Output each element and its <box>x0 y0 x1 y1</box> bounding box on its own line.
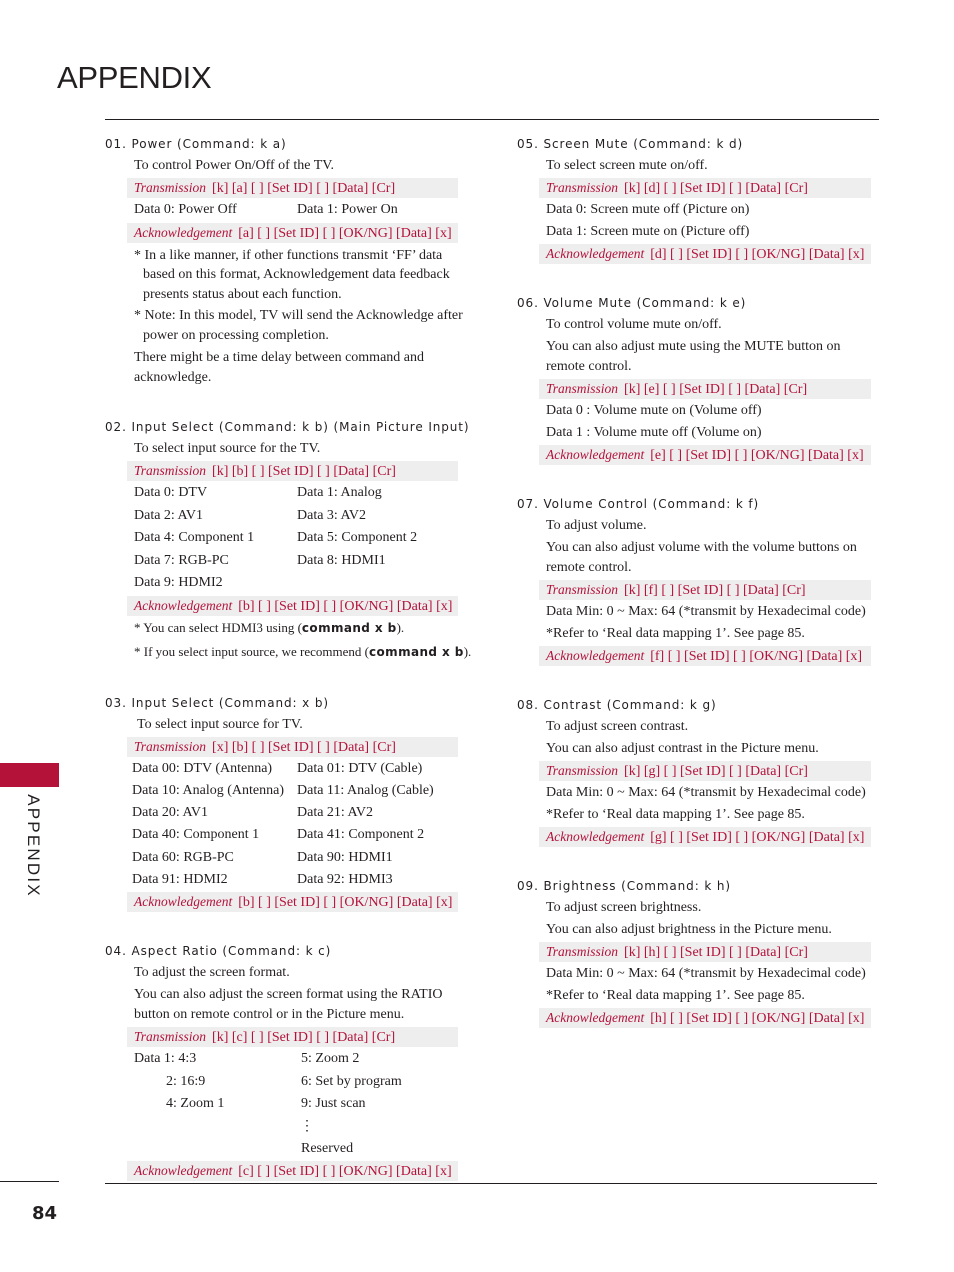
data-value: Data 20: AV1 <box>132 805 208 821</box>
section-description: You can also adjust mute using the MUTE button on remote control. <box>546 339 841 374</box>
section-input-select-kb <box>105 416 472 665</box>
transmission-format: [x] [b] [ ] [Set ID] [ ] [Data] [Cr] <box>212 739 396 755</box>
acknowledgement-label: Acknowledgement <box>546 246 645 261</box>
transmission-row <box>127 737 458 757</box>
section-intro: To adjust volume. <box>546 518 647 533</box>
acknowledgement-label: Acknowledgement <box>134 224 233 240</box>
data-value: Data 10: Analog (Antenna) <box>132 782 285 798</box>
transmission-label: Transmission <box>134 463 207 478</box>
page-number: 84 <box>32 1203 58 1224</box>
data-value: Data 00: DTV (Antenna) <box>132 760 273 776</box>
data-value: Reserved <box>301 1140 354 1156</box>
data-value: Data 1: Power On <box>297 202 398 217</box>
page-title: APPENDIX <box>57 60 212 95</box>
data-value: Data 01: DTV (Cable) <box>297 760 423 776</box>
acknowledgement-label: Acknowledgement <box>134 597 233 613</box>
section-volume-control <box>517 493 877 666</box>
section-screen-mute <box>517 133 877 264</box>
data-value: Data 7: RGB-PC <box>134 552 229 568</box>
data-value: Data 8: HDMI1 <box>297 552 386 568</box>
bottom-divider <box>105 1183 877 1184</box>
transmission-label: Transmission <box>546 180 619 195</box>
transmission-row <box>539 942 871 962</box>
acknowledgement-format: [e] [ ] [Set ID] [ ] [OK/NG] [Data] [x] <box>650 448 864 463</box>
data-values <box>105 482 465 595</box>
section-description: You can also adjust contrast in the Picture menu. <box>546 741 819 756</box>
data-note: *Refer to ‘Real data mapping 1’. See page 85. <box>546 988 805 1003</box>
transmission-label: Transmission <box>546 763 619 778</box>
left-bottom-divider <box>0 1181 59 1182</box>
note-text: ). <box>396 619 405 635</box>
transmission-label: Transmission <box>134 738 207 754</box>
acknowledgement-row <box>539 827 871 847</box>
section-heading: 01. Power (Command: k a) <box>105 137 287 151</box>
section-intro: To select screen mute on/off. <box>546 158 708 173</box>
transmission-row <box>127 1027 458 1047</box>
transmission-label: Transmission <box>546 944 619 959</box>
section-description: You can also adjust volume with the volume buttons on remote control. <box>546 540 857 575</box>
data-value: Data 2: AV1 <box>134 507 203 523</box>
note <box>105 641 472 665</box>
data-value: Data 3: AV2 <box>297 507 366 523</box>
data-value: Data 91: HDMI2 <box>132 871 228 887</box>
transmission-format: [k] [d] [ ] [Set ID] [ ] [Data] [Cr] <box>624 181 808 196</box>
section-intro: To select input source for TV. <box>137 716 303 732</box>
data-value: Data 0: DTV <box>134 485 208 500</box>
section-contrast <box>517 694 877 847</box>
ellipsis-marker: ⋮ <box>300 1118 314 1134</box>
acknowledgement-format: [b] [ ] [Set ID] [ ] [OK/NG] [Data] [x] <box>238 598 453 614</box>
note: * In a like manner, if other functions transmit ‘FF’ data based on this format, Acknowledgement data feedback presents status about each function. <box>134 247 450 302</box>
section-power <box>105 133 465 389</box>
note-command: command x b <box>301 620 397 635</box>
data-value: 2: 16:9 <box>166 1073 206 1089</box>
data-value: Data 1: 4:3 <box>134 1051 197 1067</box>
transmission-row <box>539 379 871 399</box>
section-heading: 03. Input Select (Command: x b) <box>105 695 329 710</box>
section-intro: To control volume mute on/off. <box>546 317 722 332</box>
note-text: * You can select HDMI3 using ( <box>134 619 302 635</box>
data-value: Data Min: 0 ~ Max: 64 (*transmit by Hexadecimal code) <box>546 966 866 981</box>
side-section-label: APPENDIX <box>24 794 43 898</box>
data-value: 9: Just scan <box>301 1096 366 1112</box>
data-value: Data 1: Screen mute on (Picture off) <box>546 224 750 239</box>
section-input-select-xb <box>105 692 465 913</box>
data-value: 5: Zoom 2 <box>301 1051 360 1067</box>
data-values <box>105 758 465 892</box>
transmission-label: Transmission <box>546 381 619 396</box>
transmission-format: [k] [e] [ ] [Set ID] [ ] [Data] [Cr] <box>624 382 808 397</box>
transmission-row <box>539 178 871 198</box>
acknowledgement-label: Acknowledgement <box>134 1162 233 1178</box>
right-column <box>517 130 877 1029</box>
acknowledgement-row <box>539 646 871 666</box>
section-heading: 08. Contrast (Command: k g) <box>517 698 717 712</box>
note: * Note: In this model, TV will send the Acknowledge after power on processing completion. <box>134 308 463 343</box>
acknowledgement-label: Acknowledgement <box>134 894 233 910</box>
section-volume-mute <box>517 292 877 465</box>
top-divider <box>105 119 879 120</box>
section-aspect-ratio <box>105 940 465 1181</box>
left-column <box>105 130 472 1182</box>
transmission-format: [k] [b] [ ] [Set ID] [ ] [Data] [Cr] <box>212 464 396 479</box>
data-values <box>105 1048 465 1116</box>
acknowledgement-row <box>539 445 871 465</box>
section-heading: 05. Screen Mute (Command: k d) <box>517 137 744 151</box>
section-description: You can also adjust brightness in the Picture menu. <box>546 922 832 937</box>
section-intro: To control Power On/Off of the TV. <box>134 158 335 173</box>
section-heading: 04. Aspect Ratio (Command: k c) <box>105 944 332 959</box>
section-intro: To adjust screen contrast. <box>546 719 689 734</box>
section-heading: 06. Volume Mute (Command: k e) <box>517 296 747 310</box>
data-value: 6: Set by program <box>301 1073 402 1089</box>
section-intro: To adjust screen brightness. <box>546 900 702 915</box>
note: There might be a time delay between command and acknowledge. <box>134 350 425 385</box>
section-heading: 07. Volume Control (Command: k f) <box>517 497 760 511</box>
data-value: Data 41: Component 2 <box>297 827 425 843</box>
acknowledgement-format: [d] [ ] [Set ID] [ ] [OK/NG] [Data] [x] <box>650 247 865 262</box>
acknowledgement-format: [b] [ ] [Set ID] [ ] [OK/NG] [Data] [x] <box>238 895 453 911</box>
section-heading: 09. Brightness (Command: k h) <box>517 879 731 893</box>
data-value: Data 0 : Volume mute on (Volume off) <box>546 403 762 418</box>
acknowledgement-format: [f] [ ] [Set ID] [ ] [OK/NG] [Data] [x] <box>650 649 863 664</box>
data-value-empty <box>297 572 497 595</box>
data-value: Data 1: Analog <box>297 485 382 500</box>
transmission-format: [k] [a] [ ] [Set ID] [ ] [Data] [Cr] <box>212 181 396 196</box>
acknowledgement-row <box>539 244 871 264</box>
data-value: Data 11: Analog (Cable) <box>297 782 434 798</box>
data-value: Data Min: 0 ~ Max: 64 (*transmit by Hexadecimal code) <box>546 604 866 619</box>
data-value: Data 90: HDMI1 <box>297 849 393 865</box>
side-tab-marker <box>0 763 59 787</box>
transmission-format: [k] [h] [ ] [Set ID] [ ] [Data] [Cr] <box>624 945 808 960</box>
data-value: Data 9: HDMI2 <box>134 575 223 590</box>
data-value: 4: Zoom 1 <box>166 1096 225 1112</box>
acknowledgement-label: Acknowledgement <box>546 829 645 844</box>
acknowledgement-label: Acknowledgement <box>546 648 645 663</box>
acknowledgement-row <box>539 1008 871 1028</box>
section-brightness <box>517 875 877 1028</box>
data-value: Data 21: AV2 <box>297 805 373 821</box>
acknowledgement-row <box>127 223 458 243</box>
data-note: *Refer to ‘Real data mapping 1’. See page 85. <box>546 626 805 641</box>
transmission-row <box>539 580 871 600</box>
data-value: Data Min: 0 ~ Max: 64 (*transmit by Hexadecimal code) <box>546 785 866 800</box>
section-description: You can also adjust the screen format using the RATIO button on remote control or in the Picture menu. <box>134 987 443 1023</box>
transmission-label: Transmission <box>546 582 619 597</box>
data-value: Data 92: HDMI3 <box>297 871 393 887</box>
data-value: Data 60: RGB-PC <box>132 849 234 865</box>
note-text: ). <box>463 643 472 659</box>
acknowledgement-label: Acknowledgement <box>546 1010 645 1025</box>
acknowledgement-label: Acknowledgement <box>546 447 645 462</box>
transmission-format: [k] [c] [ ] [Set ID] [ ] [Data] [Cr] <box>212 1030 396 1046</box>
transmission-label: Transmission <box>134 180 207 195</box>
transmission-format: [k] [f] [ ] [Set ID] [ ] [Data] [Cr] <box>624 583 806 598</box>
data-value: Data 4: Component 1 <box>134 530 255 545</box>
data-value: Data 5: Component 2 <box>297 530 418 545</box>
acknowledgement-row <box>127 892 458 912</box>
acknowledgement-format: [a] [ ] [Set ID] [ ] [OK/NG] [Data] [x] <box>238 225 452 241</box>
acknowledgement-format: [h] [ ] [Set ID] [ ] [OK/NG] [Data] [x] <box>650 1011 865 1026</box>
section-heading: 02. Input Select (Command: k b) (Main Picture Input) <box>105 420 470 434</box>
transmission-label: Transmission <box>134 1029 207 1045</box>
transmission-row <box>539 761 871 781</box>
transmission-format: [k] [g] [ ] [Set ID] [ ] [Data] [Cr] <box>624 764 808 779</box>
acknowledgement-row <box>127 1161 458 1181</box>
section-intro: To adjust the screen format. <box>134 965 290 981</box>
acknowledgement-format: [c] [ ] [Set ID] [ ] [OK/NG] [Data] [x] <box>238 1163 452 1179</box>
acknowledgement-row <box>127 596 458 616</box>
data-values <box>105 199 465 222</box>
data-value: Data 0: Power Off <box>134 202 237 217</box>
data-value: Data 0: Screen mute off (Picture on) <box>546 202 750 217</box>
section-intro: To select input source for the TV. <box>134 441 321 456</box>
acknowledgement-format: [g] [ ] [Set ID] [ ] [OK/NG] [Data] [x] <box>650 830 865 845</box>
transmission-row <box>127 178 458 198</box>
note <box>105 617 465 641</box>
data-value: Data 40: Component 1 <box>132 827 260 843</box>
note-text: * If you select input source, we recommend ( <box>134 643 370 659</box>
transmission-row <box>127 461 458 481</box>
data-note: *Refer to ‘Real data mapping 1’. See page 85. <box>546 807 805 822</box>
note-command: command x b <box>369 644 464 659</box>
data-value: Data 1 : Volume mute off (Volume on) <box>546 425 762 440</box>
